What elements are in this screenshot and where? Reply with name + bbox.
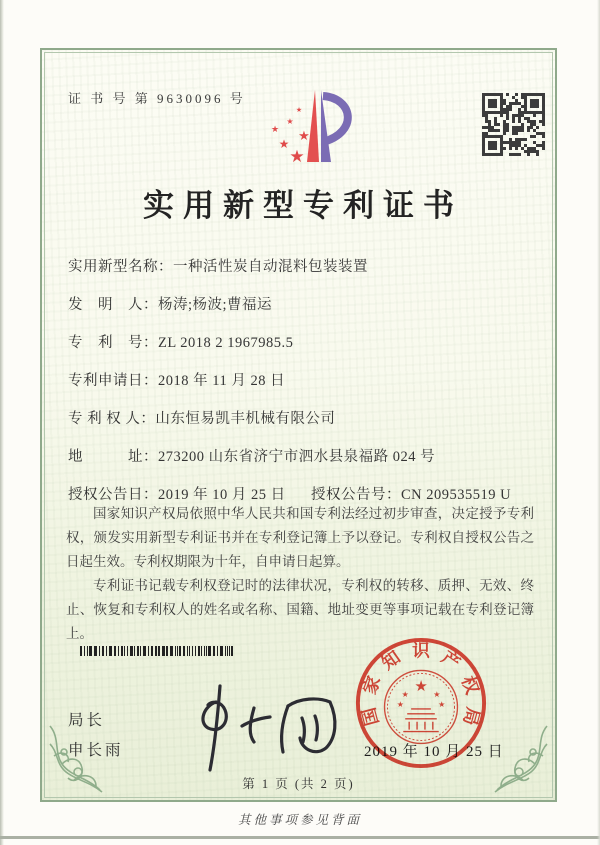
field-value: 273200 山东省济宁市泗水县泉福路 024 号 bbox=[158, 449, 436, 465]
field-value: 山东恒易凯丰机械有限公司 bbox=[155, 411, 336, 427]
grant-date-value: 2019 年 10 月 25 日 bbox=[158, 487, 286, 503]
grant-number-label: 授权公告号： bbox=[311, 487, 401, 503]
signature-icon bbox=[182, 672, 352, 782]
svg-text:★: ★ bbox=[438, 699, 446, 709]
field-list bbox=[68, 255, 536, 483]
svg-text:国: 国 bbox=[358, 705, 383, 728]
seal-date: 2019 年 10 月 25 日 bbox=[364, 744, 504, 760]
svg-text:★: ★ bbox=[396, 699, 404, 709]
barcode bbox=[80, 646, 235, 656]
svg-text:★: ★ bbox=[286, 117, 294, 126]
svg-text:★: ★ bbox=[289, 147, 305, 166]
page-indicator: 第 1 页 (共 2 页) bbox=[242, 777, 355, 791]
svg-text:★: ★ bbox=[270, 124, 280, 134]
field-label: 专 利 号： bbox=[68, 335, 158, 351]
field-row bbox=[68, 407, 536, 445]
field-label: 地 址： bbox=[68, 449, 158, 465]
svg-text:★: ★ bbox=[298, 128, 310, 143]
svg-text:局: 局 bbox=[459, 705, 484, 728]
signer-name: 申长雨 bbox=[68, 742, 124, 759]
body-paragraph: 国家知识产权局依照中华人民共和国专利法经过初步审查，决定授予专利权，颁发实用新型专利证书并在专利登记簿上予以登记。专利权自授权公告之日起生效。专利权期限为十年，自申请日起算。 bbox=[66, 506, 534, 570]
field-row bbox=[68, 445, 536, 483]
official-seal-icon bbox=[352, 634, 490, 772]
field-value: 一种活性炭自动混料包装装置 bbox=[173, 259, 368, 275]
field-row bbox=[68, 331, 536, 369]
footer-note: 其他事项参见背面 bbox=[237, 813, 362, 827]
field-label: 专 利 权 人： bbox=[68, 411, 156, 427]
field-value: 2018 年 11 月 28 日 bbox=[158, 373, 286, 389]
field-label: 实用新型名称： bbox=[68, 259, 173, 275]
svg-text:★: ★ bbox=[295, 106, 303, 114]
legal-text bbox=[66, 502, 534, 646]
field-label: 专利申请日： bbox=[68, 373, 158, 389]
svg-text:★: ★ bbox=[401, 690, 409, 700]
field-value: 杨涛;杨波;曹福运 bbox=[158, 297, 273, 313]
svg-text:★: ★ bbox=[278, 137, 290, 151]
certificate-number: 证 书 号 第 9630096 号 bbox=[68, 91, 246, 106]
svg-text:知: 知 bbox=[377, 646, 404, 674]
svg-text:家: 家 bbox=[359, 673, 385, 697]
grant-date-label: 授权公告日： bbox=[68, 487, 158, 503]
field-row bbox=[68, 369, 536, 407]
svg-text:产: 产 bbox=[438, 646, 465, 674]
field-row bbox=[68, 255, 536, 293]
signer-block bbox=[68, 706, 124, 766]
scan-edge bbox=[0, 836, 600, 839]
field-value: ZL 2018 2 1967985.5 bbox=[158, 335, 294, 351]
certificate-title: 实用新型专利证书 bbox=[143, 188, 463, 223]
signer-title: 局长 bbox=[68, 712, 106, 729]
field-label: 发 明 人： bbox=[68, 297, 158, 313]
grant-number-value: CN 209535519 U bbox=[401, 487, 512, 503]
scan-edge bbox=[0, 0, 4, 845]
svg-text:识: 识 bbox=[412, 640, 430, 661]
cnipa-logo-icon bbox=[257, 86, 357, 170]
body-paragraph: 专利证书记载专利权登记时的法律状况，专利权的转移、质押、无效、终止、恢复和专利权人的姓名或名称、国籍、地址变更等事项记载在专利登记簿上。 bbox=[66, 578, 534, 642]
svg-text:★: ★ bbox=[414, 679, 428, 696]
svg-text:★: ★ bbox=[433, 690, 441, 700]
svg-text:权: 权 bbox=[457, 673, 483, 697]
qr-code bbox=[482, 93, 545, 156]
field-row bbox=[68, 293, 536, 331]
certificate-frame bbox=[40, 48, 557, 802]
